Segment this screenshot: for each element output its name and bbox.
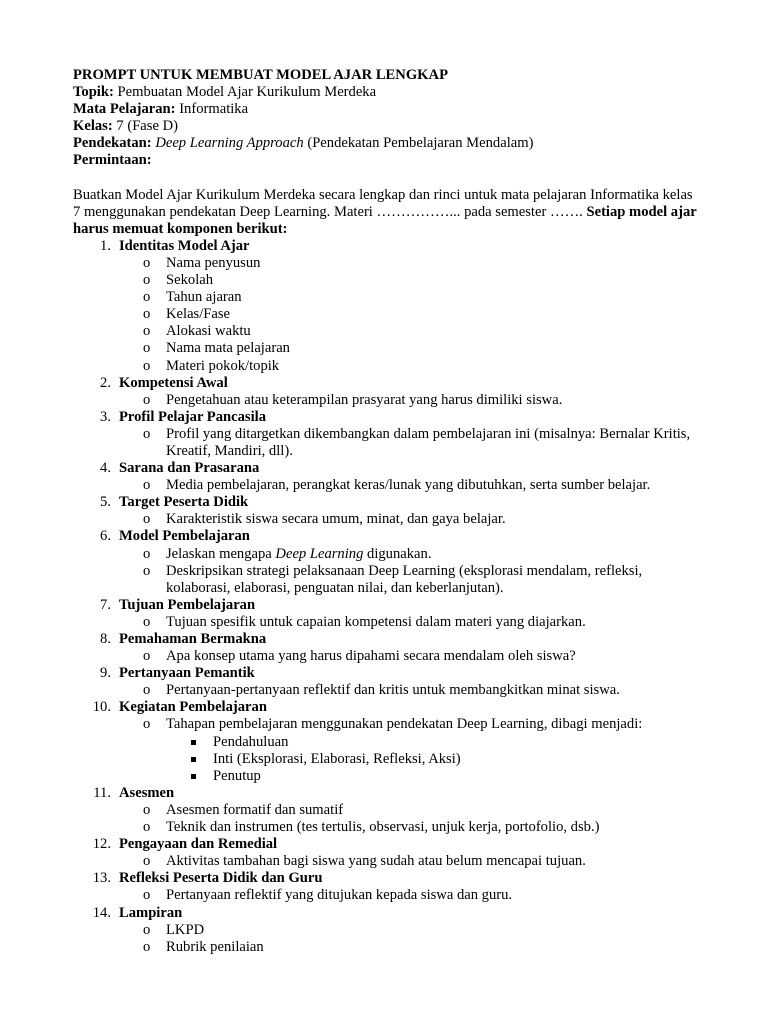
request-label: Permintaan: (73, 152, 152, 169)
sub-list (119, 546, 703, 597)
circle-bullet-icon: o (143, 938, 151, 955)
section-item (73, 665, 703, 699)
sub-list (119, 511, 703, 528)
subsub-item (166, 751, 703, 768)
circle-bullet-icon: o (143, 477, 151, 494)
sub-item (119, 716, 703, 784)
circle-bullet-icon: o (143, 323, 151, 340)
circle-bullet-icon: o (143, 511, 151, 528)
intro-paragraph: Buatkan Model Ajar Kurikulum Merdeka secara lengkap dan rinci untuk mata pelajaran Informatika kelas 7 menggunakan pendekatan Deep Learning. Materi ……………... pada semester ……. Setiap model ajar harus memuat komponen berikut: (73, 186, 697, 237)
sub-item-text: Pengetahuan atau keterampilan prasyarat yang harus dimiliki siswa. (166, 391, 563, 408)
circle-bullet-icon: o (143, 545, 151, 562)
square-bullet-icon (191, 757, 196, 762)
sub-item (119, 392, 703, 409)
section-title: Kegiatan Pembelajaran (119, 699, 267, 716)
sub-item (119, 887, 703, 904)
subject-line: Mata Pelajaran: Informatika (73, 101, 249, 118)
section-title: Pengayaan dan Remedial (119, 836, 278, 853)
sub-list (119, 477, 703, 494)
circle-bullet-icon: o (143, 391, 151, 408)
sub-item-text: digunakan. (363, 545, 432, 562)
sub-item-text: Aktivitas tambahan bagi siswa yang sudah atau belum mencapai tujuan. (166, 853, 586, 870)
circle-bullet-icon: o (143, 853, 151, 870)
section-item (73, 460, 703, 494)
circle-bullet-icon: o (143, 682, 151, 699)
circle-bullet-icon: o (143, 562, 151, 579)
circle-bullet-icon: o (143, 357, 151, 374)
sub-item-text: Profil yang ditargetkan dikembangkan dalam pembelajaran ini (misalnya: Bernalar Kritis, Kreatif, Mandiri, dll). (166, 425, 691, 459)
topic-line: Topik: Pembuatan Model Ajar Kurikulum Merdeka (73, 84, 377, 101)
sub-item-text: Materi pokok/topik (166, 357, 280, 374)
section-title: Refleksi Peserta Didik dan Guru (119, 870, 323, 887)
sub-item-text: Media pembelajaran, perangkat keras/lunak yang dibutuhkan, serta sumber belajar. (166, 477, 651, 494)
sub-list (119, 648, 703, 665)
circle-bullet-icon: o (143, 425, 151, 442)
circle-bullet-icon: o (143, 306, 151, 323)
sub-item (119, 358, 703, 375)
circle-bullet-icon: o (143, 819, 151, 836)
sub-item-text: Jelaskan mengapa (166, 545, 276, 562)
section-number: 4. (100, 460, 111, 477)
sub-item-text: Tahun ajaran (166, 289, 242, 306)
section-title: Pemahaman Bermakna (119, 631, 267, 647)
section-title: Identitas Model Ajar (119, 237, 250, 254)
section-item (73, 494, 703, 528)
sub-item (119, 546, 703, 563)
section-title: Tujuan Pembelajaran (119, 596, 256, 613)
sub-item (119, 939, 703, 956)
section-number: 14. (92, 904, 111, 921)
section-number: 11. (93, 784, 111, 801)
section-number: 3. (100, 408, 111, 425)
section-number: 12. (92, 836, 111, 853)
circle-bullet-icon: o (143, 254, 151, 271)
subsub-item (166, 768, 703, 785)
section-item (73, 409, 703, 460)
sub-item-text: Deskripsikan strategi pelaksanaan Deep Learning (eksplorasi mendalam, refleksi, kolaborasi, elaborasi, penguatan nilai, dan keberlanjutan). (166, 562, 643, 596)
section-title: Lampiran (119, 904, 183, 921)
sub-item-text: Tahapan pembelajaran menggunakan pendekatan Deep Learning, dibagi menjadi: (166, 716, 643, 733)
sub-item (119, 426, 703, 460)
sub-item-text: Nama penyusun (166, 254, 261, 271)
subsub-item-text: Pendahuluan (213, 733, 289, 750)
section-number: 13. (92, 870, 111, 887)
section-title: Target Peserta Didik (119, 494, 249, 511)
circle-bullet-icon: o (143, 648, 151, 665)
circle-bullet-icon: o (143, 887, 151, 904)
sub-item (119, 477, 703, 494)
sub-item (119, 853, 703, 870)
section-number: 10. (92, 699, 111, 716)
circle-bullet-icon: o (143, 613, 151, 630)
sub-item-text: Pertanyaan reflektif yang ditujukan kepada siswa dan guru. (166, 887, 513, 904)
sub-list (119, 392, 703, 409)
section-item (73, 375, 703, 409)
document-title: PROMPT UNTUK MEMBUAT MODEL AJAR LENGKAP (73, 67, 448, 83)
sub-item-text: Sekolah (166, 272, 214, 289)
sub-item-text: Karakteristik siswa secara umum, minat, dan gaya belajar. (166, 511, 506, 528)
section-title: Pertanyaan Pemantik (119, 665, 255, 682)
sub-item-text: Tujuan spesifik untuk capaian kompetensi dalam materi yang diajarkan. (166, 613, 586, 630)
sub-list (119, 853, 703, 870)
section-number: 1. (100, 237, 111, 254)
sub-item-text: Nama mata pelajaran (166, 340, 290, 357)
section-title: Sarana dan Prasarana (119, 460, 260, 477)
circle-bullet-icon: o (143, 340, 151, 357)
subsub-item-text: Penutup (213, 767, 261, 784)
sub-item (119, 819, 703, 836)
sub-item-text: Kelas/Fase (166, 306, 231, 323)
section-item (73, 785, 703, 836)
document-body (73, 67, 703, 956)
subsub-list (166, 734, 703, 785)
section-item (73, 597, 703, 631)
sub-item (119, 255, 703, 272)
square-bullet-icon (191, 740, 196, 745)
sub-list (119, 716, 703, 784)
sub-item (119, 563, 703, 597)
section-item (73, 699, 703, 784)
sub-item-text: Teknik dan instrumen (tes tertulis, observasi, unjuk kerja, portofolio, dsb.) (166, 819, 600, 836)
sub-item (119, 802, 703, 819)
class-line: Kelas: 7 (Fase D) (73, 118, 178, 135)
circle-bullet-icon: o (143, 289, 151, 306)
sub-item (119, 272, 703, 289)
sub-item-emphasis: Deep Learning (275, 545, 364, 562)
section-number: 9. (100, 665, 111, 682)
circle-bullet-icon: o (143, 716, 151, 733)
sub-list (119, 887, 703, 904)
sub-item-text: Rubrik penilaian (166, 938, 264, 955)
section-number: 5. (100, 494, 111, 511)
component-list (73, 238, 703, 956)
sub-item (119, 682, 703, 699)
section-item (73, 836, 703, 870)
section-item (73, 905, 703, 956)
section-title: Kompetensi Awal (119, 374, 228, 391)
sub-item (119, 340, 703, 357)
sub-item (119, 922, 703, 939)
square-bullet-icon (191, 774, 196, 779)
sub-item (119, 511, 703, 528)
section-title: Profil Pelajar Pancasila (119, 408, 266, 425)
sub-list (119, 802, 703, 836)
approach-line: Pendekatan: Deep Learning Approach (Pendekatan Pembelajaran Mendalam) (73, 135, 534, 152)
sub-item (119, 306, 703, 323)
sub-item (119, 289, 703, 306)
sub-list (119, 255, 703, 375)
sub-list (119, 614, 703, 631)
circle-bullet-icon: o (143, 921, 151, 938)
section-number: 8. (100, 631, 111, 647)
sub-item-text: Pertanyaan-pertanyaan reflektif dan kritis untuk membangkitkan minat siswa. (166, 682, 620, 699)
circle-bullet-icon: o (143, 801, 151, 818)
section-number: 7. (100, 596, 111, 613)
section-number: 6. (100, 528, 111, 545)
sub-item (119, 323, 703, 340)
section-item (73, 631, 703, 665)
sub-item (119, 614, 703, 631)
sub-list (119, 922, 703, 956)
sub-list (119, 682, 703, 699)
sub-item-text: Apa konsep utama yang harus dipahami secara mendalam oleh siswa? (166, 648, 576, 665)
subsub-item-text: Inti (Eksplorasi, Elaborasi, Refleksi, Aksi) (213, 750, 461, 767)
sub-item-text: Asesmen formatif dan sumatif (166, 801, 344, 818)
circle-bullet-icon: o (143, 272, 151, 289)
section-title: Asesmen (119, 784, 175, 801)
sub-item (119, 648, 703, 665)
sub-list (119, 426, 703, 460)
sub-item-text: Alokasi waktu (166, 323, 251, 340)
section-item (73, 238, 703, 375)
section-title: Model Pembelajaran (119, 528, 250, 545)
subsub-item (166, 734, 703, 751)
sub-item-text: LKPD (166, 921, 205, 938)
section-item (73, 528, 703, 596)
section-item (73, 870, 703, 904)
section-number: 2. (100, 374, 111, 391)
